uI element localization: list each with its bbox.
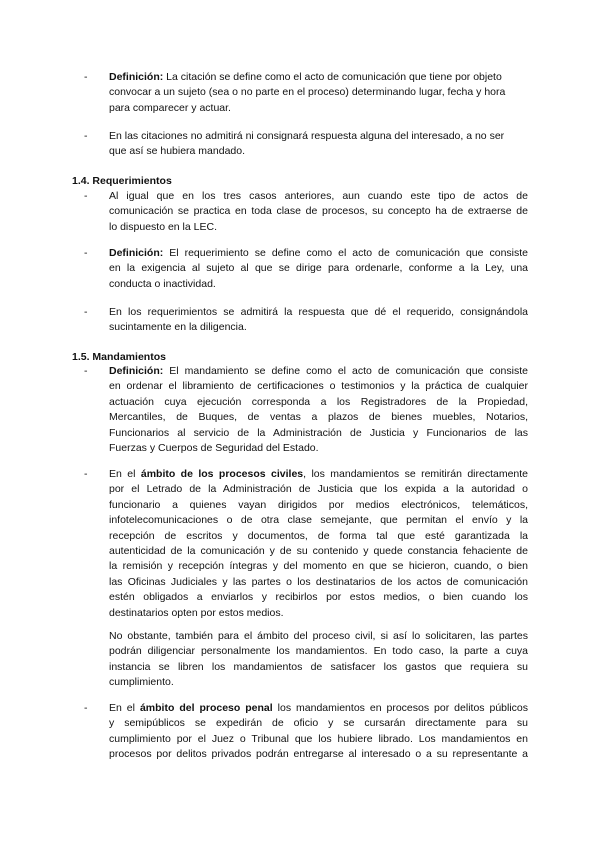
section-heading-requerimientos: 1.4. Requerimientos <box>72 175 172 187</box>
bullet-dash: - <box>84 468 88 480</box>
mandamiento-civil-text: En el ámbito de los procesos civiles, los mandamientos se remitirán directamente por el Letrado de la Administración de Justicia que los expida a la autoridad o funcionario a quienes vayan dirigidos por medios electrónicos, telemáticos, infotelecomunicaciones o de otra clase semejante, que permitan el envío y la recepción de escritos y documentos, de forma tal que esté garantizada la autenticidad de la comunicación y de su contenido y quede constancia fehaciente de la remisión y recepción íntegras y del momento en que se hicieron, cuando, o bien las Oficinas Judiciales y las partes o los destinatarios de los actos de comunicación estén obligados a enviarlos y recibirlos por estos medios, o bien cuando los destinatarios opten por estos medios. <box>109 468 529 619</box>
mandamiento-definicion-text: Definición: El mandamiento se define como el acto de comunicación que consiste en ordenar el libramiento de certificaciones o testimonios y la práctica de cualquier actuación cuya ejecución corresponda a los Registradores de la Propiedad, Mercantiles, de Buques, de ventas a plazos de bienes muebles, Notarios, Funcionarios al servicio de la Administración de Justicia y Funcionarios de las Fuerzas y Cuerpos de Seguridad del Estado. <box>109 365 528 455</box>
bullet-dash: - <box>84 247 88 259</box>
definition-label: Definición: <box>109 365 164 377</box>
mandamiento-penal-text: En el ámbito del proceso penal los mandamientos en procesos por delitos públicos y semipúblicos se expedirán de oficio y se cursarán directamente para su cumplimiento por el Juez o Tribunal que los hubiere librado. Los mandamientos en procesos por delitos privados podrán entregarse al interesado o a su representante a <box>109 702 529 761</box>
section-heading-mandamientos: 1.5. Mandamientos <box>72 351 166 363</box>
penal-scope-label: ámbito del proceso penal <box>139 702 273 714</box>
bullet-dash: - <box>84 130 88 142</box>
citacion-definicion-text: Definición: La citación se define como el acto de comunicación que tiene por objeto convocar a un sujeto (sea o no parte en el proceso) determinando lugar, fecha y hora para comparecer y actuar. <box>109 71 506 114</box>
citacion-respuesta-text: En las citaciones no admitirá ni consignará respuesta alguna del interesado, a no ser que así se hubiera mandado. <box>109 130 505 158</box>
requerimiento-respuesta-text: En los requerimientos se admitirá la respuesta que dé el requerido, consignándola sucintamente en la diligencia. <box>109 306 528 334</box>
mandamiento-no-obstante-text: No obstante, también para el ámbito del proceso civil, si así lo solicitaren, las partes podrán diligenciar personalmente los mandamientos. En todo caso, la parte a cuya instancia se libren los mandamientos de satisfacer los gastos que requiera su cumplimiento. <box>109 630 528 689</box>
definition-label: Definición: <box>109 247 164 259</box>
bullet-dash: - <box>84 306 88 318</box>
bullet-dash: - <box>84 190 88 202</box>
requerimiento-definicion-text: Definición: El requerimiento se define como el acto de comunicación que consiste en la exigencia al sujeto al que se dirige para ordenarle, conforme a la Ley, una conducta o inactividad. <box>109 247 528 290</box>
civil-scope-label: ámbito de los procesos civiles <box>140 468 304 480</box>
bullet-dash: - <box>84 702 88 714</box>
requerimiento-intro-text: Al igual que en los tres casos anteriores, aun cuando este tipo de actos de comunicación se practica en toda clase de procesos, su concepto ha de extraerse de lo dispuesto en la LEC. <box>109 190 528 233</box>
definition-label: Definición: <box>109 71 164 83</box>
bullet-dash: - <box>84 365 88 377</box>
bullet-dash: - <box>84 71 88 83</box>
